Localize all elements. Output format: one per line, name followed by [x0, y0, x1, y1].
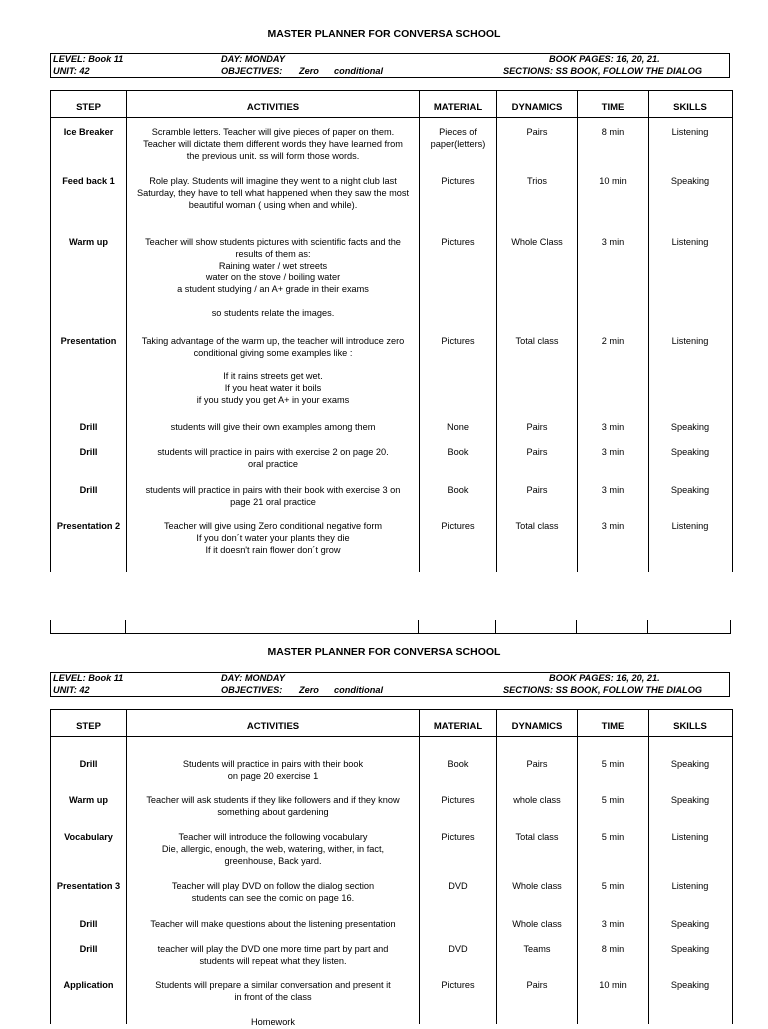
sections-label: SECTIONS: SS BOOK, FOLLOW THE DIALOG — [503, 66, 703, 76]
activities-cell-line: If you don´t water your plants they die — [196, 532, 350, 543]
material-cell — [420, 336, 496, 348]
table-1-footer-stub — [50, 620, 731, 634]
time-cell: 8 min — [601, 944, 625, 954]
material-cell — [420, 832, 496, 844]
activities-cell-line: students will practice in pairs with their book with exercise 3 on — [145, 485, 401, 495]
dynamics-cell: Pairs — [526, 422, 548, 432]
time-cell: 3 min — [601, 422, 625, 432]
dynamics-cell: Pairs — [526, 127, 548, 137]
unit-label: UNIT: 42 — [53, 66, 90, 76]
skills-cell: Speaking — [670, 447, 710, 457]
level-label: LEVEL: Book 11 — [53, 54, 124, 64]
material-cell-line: Pieces of — [439, 127, 477, 137]
activities-cell-line: students will give their own examples among them — [170, 422, 376, 432]
activities-cell-line: water on the stove / boiling water — [205, 272, 341, 283]
activities-cell-line: If you heat water it boils — [224, 383, 322, 394]
dynamics-cell: Whole class — [512, 881, 562, 891]
activities-cell — [127, 832, 419, 867]
material-cell-line — [420, 1017, 496, 1029]
time-cell: 5 min — [601, 881, 625, 891]
time-cell: 8 min — [601, 127, 625, 137]
material-cell-line: Pictures — [441, 521, 475, 531]
page-title-2: MASTER PLANNER FOR CONVERSA SCHOOL — [267, 646, 501, 658]
step-cell: Presentation 3 — [56, 881, 121, 891]
planner-table-2 — [50, 709, 733, 1027]
dynamics-cell: Teams — [523, 944, 551, 954]
activities-cell — [127, 127, 419, 162]
skills-cell: Listening — [671, 127, 709, 137]
objectives-value-2: conditional — [334, 66, 383, 76]
dynamics-cell: Total class — [515, 521, 559, 531]
material-cell-line: Pictures — [441, 237, 475, 247]
material-cell — [420, 485, 496, 497]
activities-cell-line: students can see the comic on page 16. — [191, 892, 355, 903]
activities-cell-line: in front of the class — [234, 991, 312, 1002]
dynamics-cell: Pairs — [526, 447, 548, 457]
step-cell: Application — [63, 980, 114, 990]
activities-cell — [127, 919, 419, 931]
material-cell-line: paper(letters) — [430, 138, 486, 149]
activities-cell — [127, 980, 419, 1004]
time-cell: 3 min — [601, 521, 625, 531]
activities-cell — [127, 237, 419, 320]
activities-cell-line: Teacher will show students pictures with scientific facts and the — [145, 237, 401, 247]
material-cell-line: DVD — [448, 881, 468, 891]
activities-cell-line: something about gardening — [217, 806, 329, 817]
material-cell — [420, 795, 496, 807]
activities-cell-line: oral practice — [247, 458, 299, 469]
activities-cell-line: If it doesn't rain flower don´t grow — [205, 544, 341, 555]
time-cell: 5 min — [601, 759, 625, 769]
page-title: MASTER PLANNER FOR CONVERSA SCHOOL — [267, 28, 501, 40]
skills-cell: Listening — [671, 237, 709, 247]
activities-cell-line: Homework — [251, 1017, 295, 1027]
material-cell — [420, 176, 496, 188]
skills-cell: Listening — [671, 336, 709, 346]
sections-label-2: SECTIONS: SS BOOK, FOLLOW THE DIALOG — [503, 685, 703, 695]
dynamics-cell: Total class — [515, 336, 559, 346]
material-cell — [420, 127, 496, 151]
activities-cell-line: students will repeat what they listen. — [199, 955, 347, 966]
step-cell: Ice Breaker — [63, 127, 114, 137]
skills-cell: Listening — [671, 521, 709, 531]
dynamics-cell: Whole class — [512, 919, 562, 929]
step-cell: Drill — [79, 485, 98, 495]
header-dynamics: DYNAMICS — [511, 102, 563, 113]
activities-cell-line: Role play. Students will imagine they went to a night club last — [149, 176, 397, 186]
activities-cell-line — [127, 296, 419, 308]
skills-cell: Speaking — [670, 176, 710, 186]
material-cell — [420, 881, 496, 893]
dynamics-cell: Trios — [526, 176, 548, 186]
planner-table-1 — [50, 90, 733, 572]
activities-cell — [127, 336, 419, 407]
material-cell — [420, 980, 496, 992]
step-cell: Drill — [79, 944, 98, 954]
day-label: DAY: MONDAY — [221, 54, 285, 64]
material-cell-line: DVD — [448, 944, 468, 954]
activities-cell-line: Students will practice in pairs with their book — [182, 759, 364, 769]
step-cell: Drill — [79, 422, 98, 432]
activities-cell-line: Saturday, they have to tell what happened when they saw the most — [136, 187, 410, 198]
skills-cell: Speaking — [670, 485, 710, 495]
activities-cell — [127, 944, 419, 968]
step-cell: Warm up — [69, 795, 108, 805]
header-activities-2: ACTIVITIES — [246, 721, 300, 732]
activities-cell-line: beautiful woman ( using when and while). — [188, 199, 358, 210]
book-pages-label: BOOK PAGES: 16, 20, 21. — [549, 54, 660, 64]
time-cell: 2 min — [601, 336, 625, 346]
skills-cell: Speaking — [670, 944, 710, 954]
material-cell — [420, 521, 496, 533]
step-cell: Warm up — [69, 237, 108, 247]
step-cell: Drill — [79, 919, 98, 929]
material-cell-line: Book — [447, 447, 469, 457]
material-cell-line: Pictures — [441, 336, 475, 346]
activities-cell-line: Students will prepare a similar conversation and present it — [155, 980, 391, 990]
skills-cell: Speaking — [670, 759, 710, 769]
material-cell-line: Pictures — [441, 795, 475, 805]
activities-cell-line: so students relate the images. — [211, 307, 335, 318]
header-step-2: STEP — [76, 721, 101, 732]
day-label-2: DAY: MONDAY — [221, 673, 285, 683]
material-cell-line: Book — [447, 759, 469, 769]
skills-cell: Listening — [671, 881, 709, 891]
activities-cell — [127, 521, 419, 556]
step-cell: Presentation — [60, 336, 117, 346]
activities-cell-line: greenhouse, Back yard. — [224, 855, 322, 866]
book-pages-label-2: BOOK PAGES: 16, 20, 21. — [549, 673, 660, 683]
header-time-2: TIME — [601, 721, 625, 732]
activities-cell-line: Teacher will introduce the following vocabulary — [178, 832, 368, 842]
activities-cell-line: If it rains streets get wet. — [223, 371, 323, 382]
activities-cell-line: Teacher will dictate them different words they have learned from — [143, 138, 403, 149]
time-cell: 5 min — [601, 795, 625, 805]
objectives-value-2-2: conditional — [334, 685, 383, 695]
material-cell-line: Pictures — [441, 176, 475, 186]
material-cell-line: Pictures — [441, 980, 475, 990]
time-cell: 10 min — [599, 176, 627, 186]
step-cell: Feed back 1 — [62, 176, 115, 186]
material-cell — [420, 422, 496, 434]
objectives-label: OBJECTIVES: — [221, 66, 283, 76]
activities-cell-line: Teacher will ask students if they like followers and if they know — [146, 795, 400, 805]
objectives-label-2: OBJECTIVES: — [221, 685, 283, 695]
time-cell: 3 min — [601, 919, 625, 929]
dynamics-cell: Whole Class — [511, 237, 563, 247]
header-time: TIME — [601, 102, 625, 113]
material-cell-line: Pictures — [441, 832, 475, 842]
activities-cell-line: on page 20 exercise 1 — [227, 770, 319, 781]
time-cell: 10 min — [599, 980, 627, 990]
activities-cell-line: if you study you get A+ in your exams — [196, 394, 350, 405]
header-activities: ACTIVITIES — [246, 102, 300, 113]
material-cell-line: None — [447, 422, 469, 432]
step-cell: Vocabulary — [64, 832, 113, 842]
activities-cell-line: Raining water / wet streets — [218, 260, 328, 271]
activities-cell-line: students will practice in pairs with exercise 2 on page 20. — [157, 447, 389, 457]
lesson-info-box-2 — [50, 672, 730, 697]
skills-cell: Speaking — [670, 980, 710, 990]
dynamics-cell: whole class — [513, 795, 561, 805]
skills-cell: Speaking — [670, 422, 710, 432]
material-cell-line: Book — [447, 485, 469, 495]
header-material: MATERIAL — [433, 102, 483, 113]
material-cell — [420, 237, 496, 249]
level-label-2: LEVEL: Book 11 — [53, 673, 124, 683]
activities-cell — [127, 422, 419, 434]
activities-cell-line: results of them as: — [235, 248, 311, 259]
material-cell — [420, 759, 496, 771]
header-skills: SKILLS — [673, 102, 707, 113]
activities-cell-line: a student studying / an A+ grade in their exams — [177, 284, 369, 295]
time-cell: 3 min — [601, 485, 625, 495]
activities-cell-line: Teacher will make questions about the listening presentation — [150, 919, 396, 929]
lesson-info-box — [50, 53, 730, 78]
skills-cell: Listening — [671, 832, 709, 842]
objectives-value-1: Zero — [299, 66, 319, 76]
activities-cell — [127, 881, 419, 905]
material-cell — [420, 944, 496, 956]
activities-cell-line: Teacher will play DVD on follow the dialog section — [171, 881, 375, 891]
activities-cell — [127, 485, 419, 509]
activities-cell-line: teacher will play the DVD one more time part by part and — [157, 944, 389, 954]
activities-cell-line: the previous unit. ss will form those words. — [186, 150, 360, 161]
header-skills-2: SKILLS — [673, 721, 707, 732]
activities-cell — [127, 759, 419, 783]
material-cell — [420, 1017, 496, 1029]
time-cell: 3 min — [601, 447, 625, 457]
dynamics-cell: Total class — [515, 832, 559, 842]
material-cell-line — [420, 919, 496, 931]
activities-cell-line: Teacher will give using Zero conditional negative form — [163, 521, 383, 531]
material-cell — [420, 919, 496, 931]
header-step: STEP — [76, 102, 101, 113]
time-cell: 3 min — [601, 237, 625, 247]
activities-cell-line: Taking advantage of the warm up, the teacher will introduce zero — [141, 336, 405, 346]
header-dynamics-2: DYNAMICS — [511, 721, 563, 732]
activities-cell — [127, 1017, 419, 1029]
activities-cell-line: Scramble letters. Teacher will give pieces of paper on them. — [151, 127, 395, 137]
header-material-2: MATERIAL — [433, 721, 483, 732]
activities-cell — [127, 795, 419, 819]
step-cell: Drill — [79, 759, 98, 769]
step-cell: Presentation 2 — [56, 521, 121, 531]
material-cell — [420, 447, 496, 459]
time-cell: 5 min — [601, 832, 625, 842]
unit-label-2: UNIT: 42 — [53, 685, 90, 695]
dynamics-cell: Pairs — [526, 759, 548, 769]
activities-cell-line: Die, allergic, enough, the web, watering, wither, in fact, — [161, 843, 385, 854]
activities-cell — [127, 447, 419, 471]
activities-cell-line: conditional giving some examples like : — [193, 347, 353, 358]
step-cell: Drill — [79, 447, 98, 457]
dynamics-cell: Pairs — [526, 980, 548, 990]
skills-cell: Speaking — [670, 919, 710, 929]
objectives-value-1-2: Zero — [299, 685, 319, 695]
skills-cell: Speaking — [670, 795, 710, 805]
dynamics-cell: Pairs — [526, 485, 548, 495]
activities-cell-line: page 21 oral practice — [230, 496, 316, 507]
activities-cell-line — [127, 360, 419, 372]
activities-cell — [127, 176, 419, 211]
